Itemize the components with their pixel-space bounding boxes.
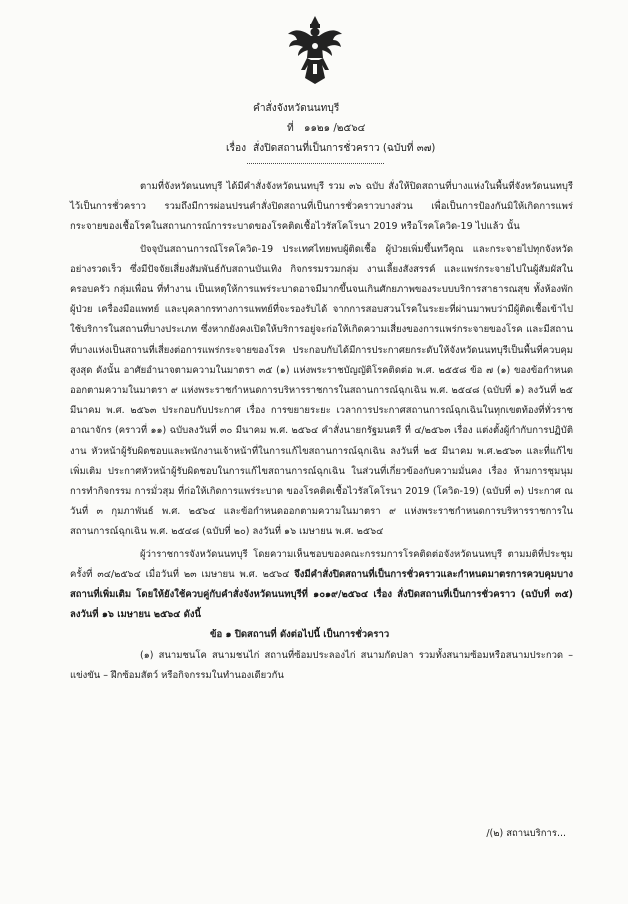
dotted-divider <box>247 163 384 164</box>
section-1-item-1: (๑) สนามชนโค สนามชนไก่ สถานที่ซ้อมประลองไก่ สนามกัดปลา รวมทั้งสนามซ้อมหรือสนามประกวด – แข่งขัน – ฝึกซ้อมสัตว์ หรือกิจกรรมในทำนองเดียวกัน <box>70 649 573 681</box>
subject: สั่งปิดสถานที่เป็นการชั่วคราว (ฉบับที่ ๓๗) <box>253 143 436 154</box>
paragraph-2: ปัจจุบันสถานการณ์โรคโควิด-19 ประเทศไทยพบผู้ติดเชื้อ ผู้ป่วยเพิ่มขึ้นทวีคูณ และกระจายไปทุกจังหวัดอย่างรวดเร็ว ซึ่งมีปัจจัยเสี่ยงสัมพันธ์กับสถานบันเทิง กิจกรรมรวมกลุ่ม งานเลี้ยงสังสรรค์ และแพร่กระจายไปในผู้สัมผัสในครอบครัว กลุ่มเพื่อน ที่ทำงาน เป็นเหตุให้การแพร่ระบาดอาจมีมากขึ้นจนเกินศักยภาพของระบบบริการสาธารณสุข ทั้งห้องพักผู้ป่วย เครื่องมือแพทย์ และบุคลากรทางการแพทย์ที่จะรองรับได้ จากการสอบสวนโรคในระยะที่ผ่านมาพบว่ามีผู้ติดเชื้อเข้าไปใช้บริการในสถานที่บางประเภท ซึ่งหากยังคงเปิดให้บริการอยู่จะก่อให้เกิดความเสี่ยงของการแพร่กระจายของโรค และมีสถานที่บางแห่งเป็นสถานที่เสี่ยงต่อการแพร่กระจายของโรค ประกอบกับได้มีการประกาศยกระดับให้จังหวัดนนทบุรีเป็นพื้นที่ควบคุมสูงสุด ดังนั้น อาศัยอำนาจตามความในมาตรา ๓๕ (๑) แห่งพระราชบัญญัติโรคติดต่อ พ.ศ. ๒๕๕๘ ข้อ ๗ (๑) ของข้อกำหนด ออกตามความในมาตรา ๙ แห่งพระราชกำหนดการบริหารราชการในสถานการณ์ฉุกเฉิน พ.ศ. ๒๕๔๘ (ฉบับที่ ๑) ลงวันที่ ๒๕ มีนาคม พ.ศ. ๒๕๖๓ ประกอบกับประกาศ เรื่อง การขยายระยะ เวลาการประกาศสถานการณ์ฉุกเฉินในทุกเขตท้องที่ทั่วราชอาณาจักร (คราวที่ ๑๑) ฉบับลงวันที่ ๓๐ มีนาคม พ.ศ. ๒๕๖๔ คำสั่งนายกรัฐมนตรี ที่ ๔/๒๕๖๓ เรื่อง แต่งตั้งผู้กำกับการปฏิบัติงาน หัวหน้าผู้รับผิดชอบและพนักงานเจ้าหน้าที่ในการแก้ไขสถานการณ์ฉุกเฉิน ลงวันที่ ๒๕ มีนาคม พ.ศ.๒๕๖๓ และที่แก้ไขเพิ่มเติม ประกาศหัวหน้าผู้รับผิดชอบในการแก้ไขสถานการณ์ฉุกเฉิน ในส่วนที่เกี่ยวข้องกับความมั่นคง เรื่อง ห้ามการชุมนุม การทำกิจกรรม การมั่วสุม ที่ก่อให้เกิดการแพร่ระบาด ของโรคติดเชื้อไวรัสโคโรนา 2019 (โควิด-19) (ฉบับที่ ๓) ประกาศ ณ วันที่ ๓ กุมภาพันธ์ พ.ศ. ๒๕๖๔ และข้อกำหนดออกตามความในมาตรา ๙ แห่งพระราชกำหนดการบริหารราชการในสถานการณ์ฉุกเฉิน พ.ศ. ๒๕๔๘ (ฉบับที่ ๒๐) ลงวันที่ ๑๖ เมษายน พ.ศ. ๒๕๖๔ <box>70 243 573 538</box>
paragraph-3-order: จึงมีคำสั่งปิดสถานที่เป็นการชั่วคราวและกำหนดมาตรการควบคุมบางสถานที่เพิ่มเติม โดยให้ยังใช้ควบคู่กับคำสั่งจังหวัดนนทบุรีที่ ๑๐๑๙/๒๕๖๔ เรื่อง สั่งปิดสถานที่เป็นการชั่วคราว (ฉบับที่ ๓๕) ลงวันที่ ๑๖ เมษายน ๒๕๖๔ ดังนี้ <box>70 568 573 621</box>
paragraph-3-intro: ผู้ว่าราชการจังหวัดนนทบุรี โดยความเห็นชอบของคณะกรรมการโรคติดต่อจังหวัดนนทบุรี ตามมติที่ประชุมครั้งที่ ๓๔/๒๕๖๔ เมื่อวันที่ ๒๓ เมษายน พ.ศ. ๒๕๖๔ <box>70 548 573 580</box>
order-number-label: ที่ <box>287 123 294 134</box>
paragraph-1: ตามที่จังหวัดนนทบุรี ได้มีคำสั่งจังหวัดนนทบุรี รวม ๓๖ ฉบับ สั่งให้ปิดสถานที่บางแห่งในพื้นที่จังหวัดนนทบุรี ไว้เป็นการชั่วคราว รวมถึงมีการผ่อนปรนคำสั่งปิดสถานที่เป็นการชั่วคราวบางส่วน เพื่อเป็นการป้องกันมิให้เกิดการแพร่กระจายของเชื้อโรคในสถานการณ์การระบาดของโรคติดเชื้อไวรัสโคโรนา 2019 หรือโรคโควิด-19 ไปแล้ว นั้น <box>70 181 573 233</box>
garuda-emblem-icon <box>285 14 345 86</box>
order-number: ๑๑๒๑ /๒๕๖๔ <box>304 123 366 134</box>
subject-label: เรื่อง <box>226 143 247 154</box>
paragraph-3 <box>70 545 573 626</box>
section-1-heading: ข้อ ๑ ปิดสถานที่ ดังต่อไปนี้ เป็นการชั่วคราว <box>210 629 390 641</box>
order-issuer: คำสั่งจังหวัดนนทบุรี <box>253 103 340 114</box>
continuation-note: /(๒) สถานบริการ... <box>486 828 566 839</box>
document-body <box>70 177 573 686</box>
